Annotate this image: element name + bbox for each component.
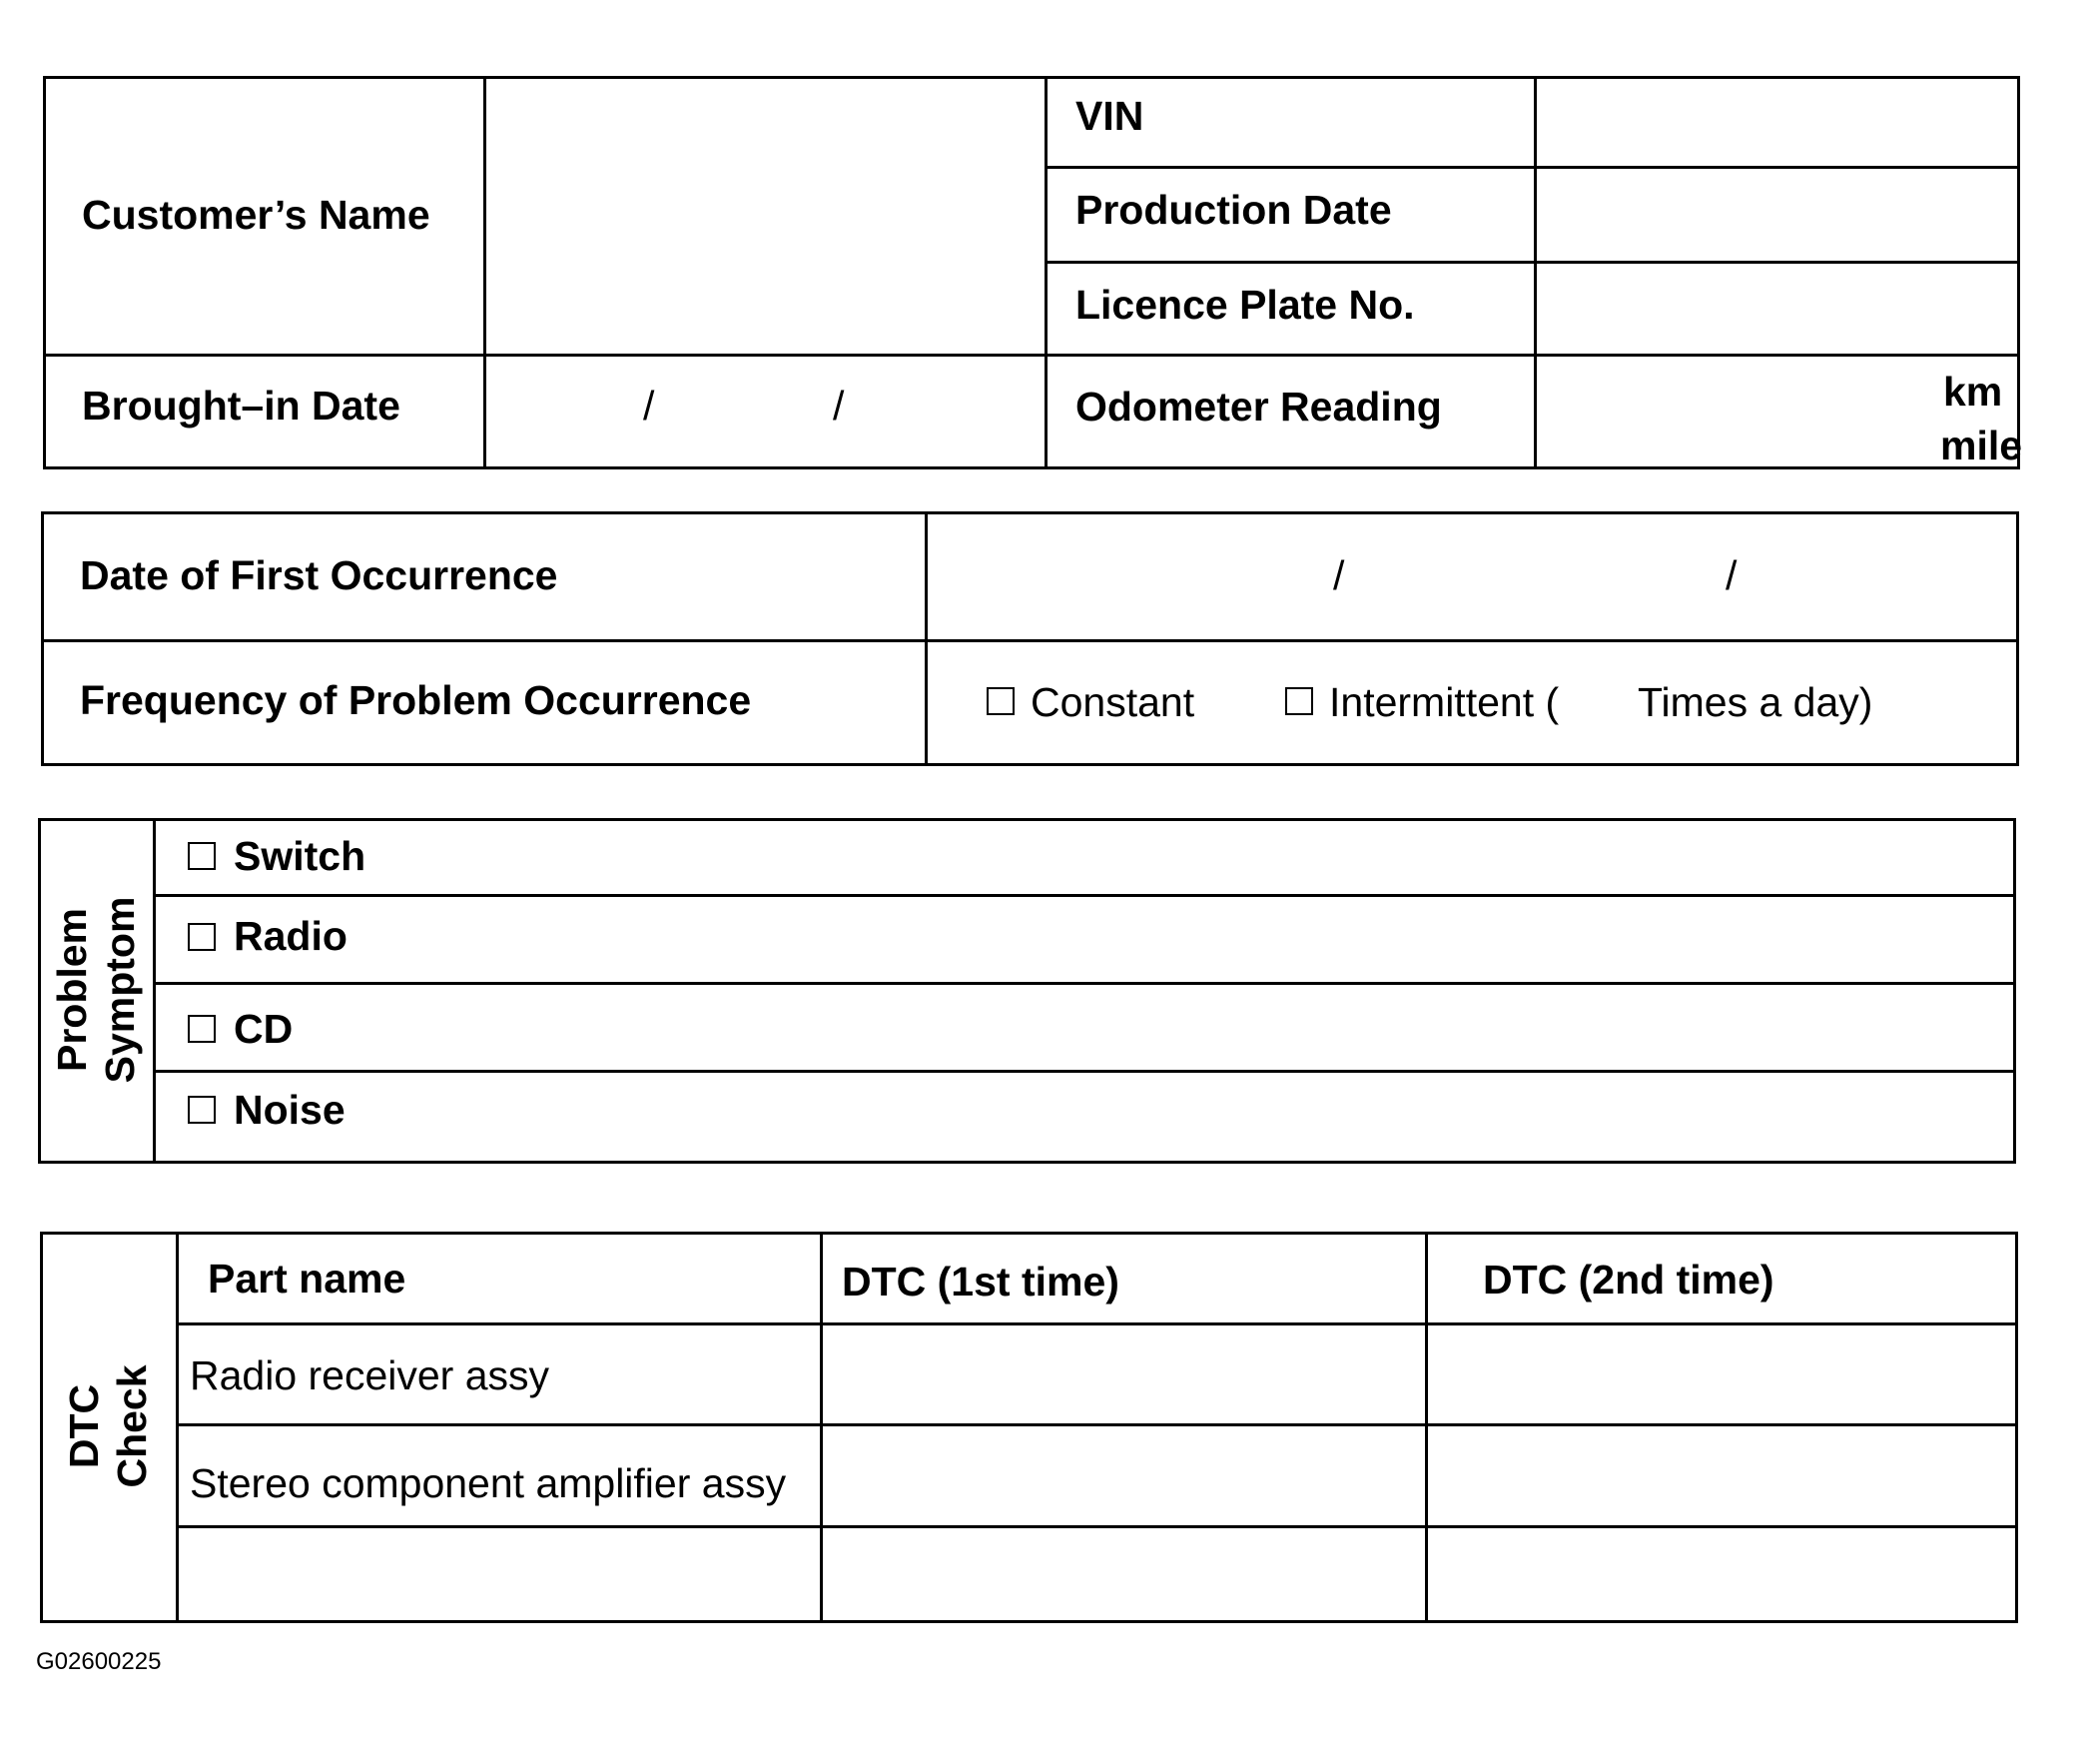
frequency-label: Frequency of Problem Occurrence [80, 677, 752, 723]
date-separator: / [643, 383, 655, 429]
problem-symptom-heading-line1: Problem [49, 907, 95, 1073]
dtc-check-heading-line1: DTC [61, 1383, 107, 1469]
licence-plate-label: Licence Plate No. [1075, 282, 1415, 328]
divider [1045, 261, 2020, 264]
date-separator: / [833, 383, 845, 429]
divider [1045, 76, 1048, 469]
first-occurrence-field[interactable] [931, 517, 2013, 635]
dtc-1st-field[interactable] [826, 1328, 1419, 1418]
odometer-label: Odometer Reading [1075, 384, 1442, 430]
brought-in-date-label: Brought–in Date [82, 383, 400, 429]
symptom-label-radio: Radio [234, 913, 348, 959]
divider [153, 982, 2016, 985]
divider [1425, 1232, 1428, 1623]
production-date-field[interactable] [1540, 172, 2014, 257]
divider [1534, 76, 1537, 469]
intermittent-label: Intermittent ( [1329, 679, 1560, 725]
divider [820, 1232, 823, 1623]
dtc-2nd-field[interactable] [1431, 1531, 2012, 1617]
dtc-check-heading [60, 1330, 156, 1522]
dtc-check-heading-line2: Check [109, 1364, 155, 1488]
dtc-part-field[interactable] [182, 1531, 814, 1617]
symptom-label-noise: Noise [234, 1087, 346, 1133]
divider [176, 1423, 2018, 1426]
brought-in-date-field[interactable] [489, 360, 1039, 464]
dtc-row-part: Radio receiver assy [190, 1352, 550, 1398]
vin-label: VIN [1075, 93, 1144, 139]
production-date-label: Production Date [1075, 187, 1392, 233]
constant-checkbox[interactable] [987, 687, 1015, 715]
problem-symptom-heading [48, 882, 144, 1098]
noise-checkbox[interactable] [188, 1096, 216, 1124]
date-separator: / [1333, 552, 1345, 598]
divider [1045, 166, 2020, 169]
divider [41, 639, 2019, 642]
divider [176, 1232, 179, 1623]
odometer-field[interactable] [1540, 360, 1939, 464]
divider [176, 1322, 2018, 1325]
switch-checkbox[interactable] [188, 842, 216, 870]
symptom-label-switch: Switch [234, 833, 366, 879]
dtc-2nd-field[interactable] [1431, 1328, 2012, 1418]
vin-field[interactable] [1540, 82, 2014, 162]
customer-name-field[interactable] [489, 82, 1039, 350]
date-separator: / [1726, 552, 1738, 598]
constant-label: Constant [1031, 679, 1195, 725]
dtc-1st-field[interactable] [826, 1429, 1419, 1519]
dtc-row-part: Stereo component amplifier assy [190, 1460, 787, 1506]
first-occurrence-label: Date of First Occurrence [80, 552, 558, 598]
intermittent-checkbox[interactable] [1285, 687, 1313, 715]
divider [153, 894, 2016, 897]
customer-name-label: Customer’s Name [82, 192, 430, 238]
column-header-dtc-1st: DTC (1st time) [842, 1259, 1119, 1305]
times-a-day-label: Times a day) [1638, 679, 1873, 725]
problem-symptom-heading-line2: Symptom [97, 896, 143, 1084]
divider [176, 1525, 2018, 1528]
dtc-2nd-field[interactable] [1431, 1429, 2012, 1519]
times-a-day-field[interactable] [1563, 674, 1633, 730]
divider [153, 818, 156, 1164]
divider [153, 1070, 2016, 1073]
column-header-part-name: Part name [208, 1256, 406, 1302]
odometer-unit-km: km [1943, 369, 2003, 415]
radio-checkbox[interactable] [188, 923, 216, 951]
divider [483, 76, 486, 469]
odometer-unit-mile: mile [1940, 423, 2023, 468]
column-header-dtc-2nd: DTC (2nd time) [1483, 1257, 1774, 1303]
licence-plate-field[interactable] [1540, 267, 2014, 350]
cd-checkbox[interactable] [188, 1015, 216, 1043]
figure-id: G02600225 [36, 1648, 162, 1675]
dtc-1st-field[interactable] [826, 1531, 1419, 1617]
symptom-label-cd: CD [234, 1006, 294, 1052]
divider [43, 354, 2020, 357]
